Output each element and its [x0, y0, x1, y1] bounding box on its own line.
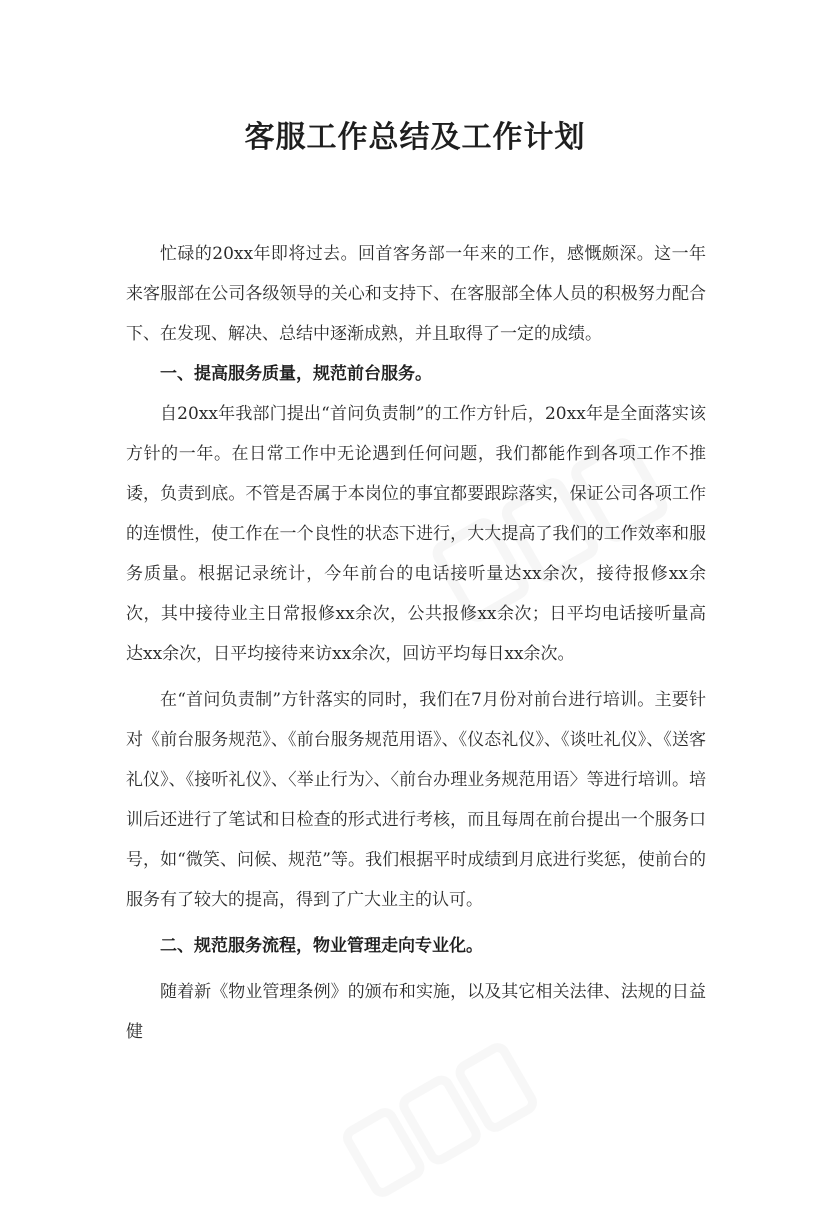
section-heading-1: 一、提高服务质量，规范前台服务。: [160, 364, 432, 384]
section-heading-2: 二、规范服务流程，物业管理走向专业化。: [160, 936, 483, 956]
document-body: [126, 234, 706, 1052]
section-1-paragraph-2: 在“首问负责制”方针落实的同时，我们在7月份对前台进行培训。主要针对《前台服务规范》、《前台服务规范用语》、《仪态礼仪》、《谈吐礼仪》、《送客礼仪》、《接听礼仪》、〈举止行为〉、〈前台办理业务规范用语〉等进行培训。培训后还进行了笔试和日检查的形式进行考核，而且每周在前台提出一个服务口号，如“微笑、问候、规范”等。我们根据平时成绩到月底进行奖惩，使前台的服务有了较大的提高，得到了广大业主的认可。: [126, 690, 706, 910]
document-title: 客服工作总结及工作计划: [244, 120, 586, 155]
intro-paragraph: 忙碌的20xx年即将过去。回首客务部一年来的工作，感慨颇深。这一年来客服部在公司各级领导的关心和支持下、在客服部全体人员的积极努力配合下、在发现、解决、总结中逐渐成熟，并且取得了一定的成绩。: [126, 244, 706, 344]
section-2-paragraph-1: 随着新《物业管理条例》的颁布和实施，以及其它相关法律、法规的日益健: [126, 982, 706, 1042]
watermark-logo-bottom: [328, 1027, 551, 1213]
section-1-paragraph-1: 自20xx年我部门提出“首问负责制”的工作方针后，20xx年是全面落实该方针的一年。在日常工作中无论遇到任何问题，我们都能作到各项工作不推诿，负责到底。不管是否属于本岗位的事宜都要跟踪落实，保证公司各项工作的连惯性，使工作在一个良性的状态下进行，大大提高了我们的工作效率和服务质量。根据记录统计，今年前台的电话接听量达xx余次，接待报修xx余次，其中接待业主日常报修xx余次，公共报修xx余次；日平均电话接听量高达xx余次，日平均接待来访xx余次，回访平均每日xx余次。: [126, 404, 706, 664]
